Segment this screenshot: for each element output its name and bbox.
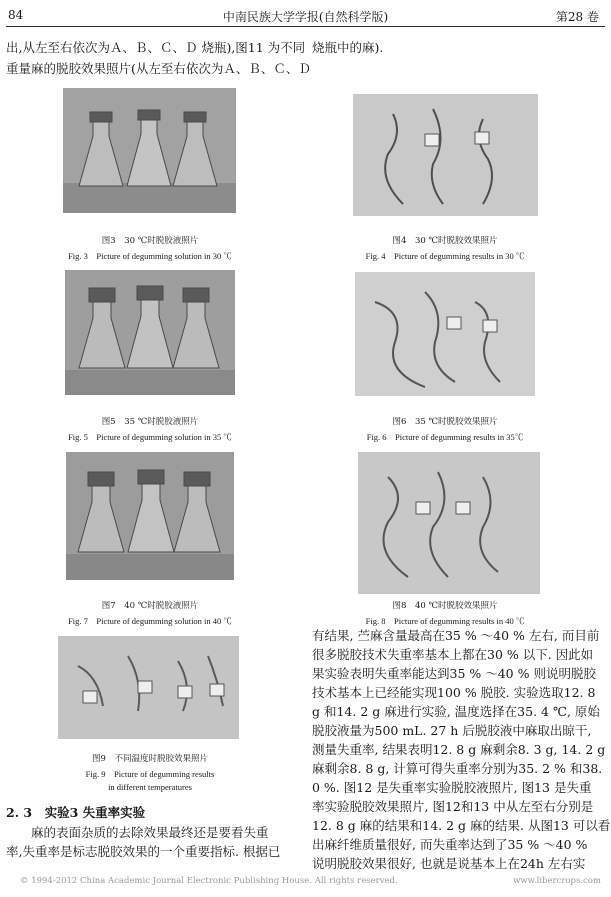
fig6-caption-en: Fig. 6 Picture of degumming results in 35℃ [366,432,524,442]
fig3-photo-flasks [63,88,236,213]
journal-title: 中南民族大学学报(自然科学版) [222,10,389,24]
fig3-caption-en: Fig. 3 Picture of degumming solution in 30 ℃ [68,251,232,261]
fig8-photo-fibers [358,452,540,594]
fig6-caption-cn: 图6 35 ℃时脱胶效果照片 [392,417,498,427]
fig7-caption-cn: 图7 40 ℃时脱胶液照片 [101,601,199,611]
section-heading: 2. 3 实验3 失重率实验 [6,805,146,820]
right-body-line-3: 果实验表明失重率能达到35 % ～40 % 则说明脱胶 [312,666,596,681]
right-body-line-10: 率实验脱胶效果照片, 图12和13 中从左至右分别是 [312,799,594,814]
right-body-line-6: 脱胶液量为500 mL. 27 h 后脱胶液中麻取出晾干, [312,723,592,738]
fig4-caption-cn: 图4 30 ℃时脱胶效果照片 [392,236,498,246]
right-body-line-4: 技术基本上已经能实现100 % 脱胶. 实验选取12. 8 [312,685,596,700]
fig9-caption-cn: 图9 不同温度时脱胶效果照片 [92,754,208,764]
fig8-caption-cn: 图8 40 ℃时脱胶效果照片 [392,601,498,611]
intro-line-1: 出,从左至右依次为Ａ、Ｂ、Ｃ、Ｄ 烧瓶),图11 为不同 [6,40,306,55]
right-body-line-12: 出麻纤维质量很好, 而失重率达到了35 % ～40 % [312,837,588,852]
fig5-photo-flasks [65,270,235,395]
fig8-caption-en: Fig. 8 Picture of degumming results in 40 ℃ [365,616,525,626]
fig9-caption-en-line1: Fig. 9 Picture of degumming results [85,769,215,779]
fig9-caption-en-line2: in different temperatures [108,782,192,792]
intro-line-2: 重量麻的脱胶效果照片(从左至右依次为Ａ、Ｂ、Ｃ、Ｄ [6,61,311,76]
left-body-line-2: 率,失重率是标志脱胶效果的一个重要指标. 根据已 [6,844,281,859]
intro-right-line: 烧瓶中的麻). [312,40,384,55]
right-body-line-5: g 和14. 2 g 麻进行实验, 温度选择在35. 4 ℃, 原始 [312,704,600,719]
right-body-line-9: 0 %. 图12 是失重率实验脱胶液照片, 图13 是失重 [312,780,592,795]
fig4-caption-en: Fig. 4 Picture of degumming results in 30 ℃ [365,251,525,261]
site-watermark: www.libercrops.com [513,876,601,886]
fig6-photo-fibers [355,272,535,396]
right-body-line-13: 说明脱胶效果很好, 也就是说基本上在24h 左右实 [312,856,586,871]
page-number: 84 [8,8,24,22]
fig5-caption-cn: 图5 35 ℃时脱胶液照片 [101,417,199,427]
fig9-photo-fibers [58,636,239,739]
fig4-photo-fibers [353,94,538,216]
fig7-photo-flasks [66,452,234,580]
fig5-caption-en: Fig. 5 Picture of degumming solution in 35 ℃ [68,432,232,442]
fig3-caption-cn: 图3 30 ℃时脱胶液照片 [101,236,199,246]
right-body-line-2: 很多脱胶技术失重率基本上都在30 % 以下. 因此如 [312,647,594,662]
volume-label: 第28 卷 [555,10,599,24]
right-body-line-8: 麻剩余8. 8 g, 计算可得失重率分别为35. 2 % 和38. [312,761,603,776]
copyright-watermark: © 1994-2012 China Academic Journal Electronic Publishing House. All rights reserved. [20,876,398,886]
right-body-line-1: 有结果, 苎麻含量最高在35 % ～40 % 左右, 而目前 [312,628,600,643]
right-body-line-11: 12. 8 g 麻的结果和14. 2 g 麻的结果. 从图13 可以看 [312,818,611,833]
fig7-caption-en: Fig. 7 Picture of degumming solution in 40 ℃ [68,616,232,626]
left-body-line-1: 麻的表面杂质的去除效果最终还是要看失重 [6,825,269,840]
right-body-line-7: 测量失重率, 结果表明12. 8 g 麻剩余8. 3 g, 14. 2 g [312,742,606,757]
header-rule [6,26,605,27]
